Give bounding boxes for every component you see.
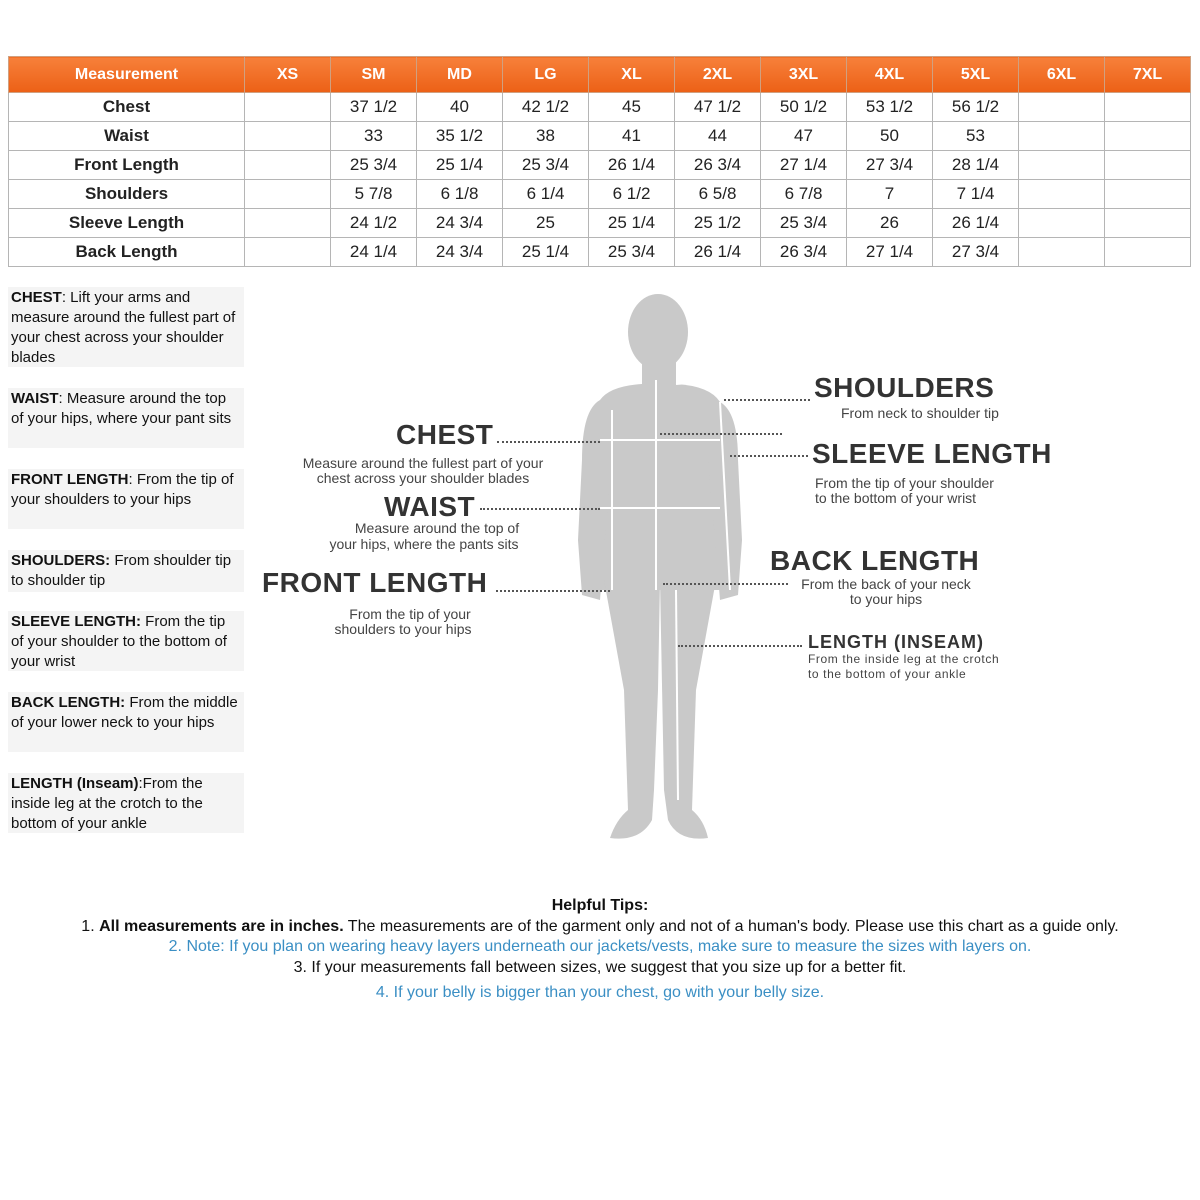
table-cell: 25 1/2 (675, 209, 761, 238)
table-cell (245, 180, 331, 209)
label-sleeve-length: SLEEVE LENGTH (812, 438, 1052, 469)
table-cell: 27 1/4 (761, 151, 847, 180)
table-cell: 26 (847, 209, 933, 238)
row-label: Front Length (9, 151, 245, 180)
header-row (9, 57, 1191, 93)
table-cell: 35 1/2 (417, 122, 503, 151)
table-cell (1105, 238, 1191, 267)
table-cell: 42 1/2 (503, 93, 589, 122)
desc-shoulders: From neck to shoulder tip (841, 405, 999, 421)
label-back-length: BACK LENGTH (770, 545, 980, 576)
desc-inseam-line2: to the bottom of your ankle (808, 667, 967, 681)
table-cell: 47 (761, 122, 847, 151)
desc-front-line2: shoulders to your hips (334, 621, 472, 637)
table-cell: 27 3/4 (933, 238, 1019, 267)
label-shoulders: SHOULDERS (814, 372, 995, 403)
row-label: Waist (9, 122, 245, 151)
tip-1-rest: The measurements are of the garment only and not of a human's body. Please use this chart as a guide only. (343, 918, 1119, 935)
definition-text: From the tip of your shoulder to the bottom of your wrist (11, 613, 227, 670)
table-row (9, 93, 1191, 122)
table-row (9, 209, 1191, 238)
definition-text: : Measure around the top of your hips, where your pant sits (11, 390, 232, 427)
size-chart-table (8, 56, 1191, 267)
table-cell: 24 1/2 (331, 209, 417, 238)
table-cell: 25 (503, 209, 589, 238)
label-waist: WAIST (384, 491, 476, 522)
header-size-3xl: 3XL (761, 57, 847, 93)
desc-waist-line1: Measure around the top of (354, 520, 520, 536)
definition-shoulders (8, 550, 244, 592)
table-cell: 7 (847, 180, 933, 209)
header-size-2xl: 2XL (675, 57, 761, 93)
table-cell (245, 151, 331, 180)
table-cell: 6 7/8 (761, 180, 847, 209)
leader-chest-right (660, 433, 782, 435)
table-cell: 27 1/4 (847, 238, 933, 267)
table-cell: 26 3/4 (761, 238, 847, 267)
header-size-md: MD (417, 57, 503, 93)
table-cell: 25 3/4 (589, 238, 675, 267)
table-cell: 26 1/4 (675, 238, 761, 267)
table-row (9, 180, 1191, 209)
table-cell: 40 (417, 93, 503, 122)
table-cell: 5 7/8 (331, 180, 417, 209)
leader-back-length (663, 583, 788, 585)
table-header (9, 57, 1191, 93)
definition-chest (8, 287, 244, 367)
desc-back-line1: From the back of your neck (801, 576, 971, 592)
table-cell: 6 5/8 (675, 180, 761, 209)
table-cell: 26 3/4 (675, 151, 761, 180)
tip-3: 3. If your measurements fall between sizes, we suggest that you size up for a better fit. (293, 959, 907, 976)
table-cell: 37 1/2 (331, 93, 417, 122)
tips-heading: Helpful Tips: (551, 897, 649, 914)
leader-inseam (678, 645, 802, 647)
table-body (9, 93, 1191, 267)
header-size-lg: LG (503, 57, 589, 93)
definition-term: CHEST (11, 289, 62, 306)
table-cell: 25 1/4 (503, 238, 589, 267)
body-silhouette (560, 290, 760, 850)
definition-text: From shoulder tip to shoulder tip (11, 552, 232, 589)
table-cell: 6 1/2 (589, 180, 675, 209)
table-cell: 6 1/4 (503, 180, 589, 209)
definition-back-length (8, 692, 244, 752)
table-cell (1019, 209, 1105, 238)
desc-sleeve-line2: to the bottom of your wrist (815, 490, 977, 506)
header-size-sm: SM (331, 57, 417, 93)
table-cell (1105, 209, 1191, 238)
table-cell: 26 1/4 (933, 209, 1019, 238)
table-cell (1019, 151, 1105, 180)
label-chest: CHEST (396, 419, 494, 450)
table-cell: 56 1/2 (933, 93, 1019, 122)
table-cell (1019, 180, 1105, 209)
table-cell (245, 238, 331, 267)
definition-front-length (8, 469, 244, 529)
table-cell: 28 1/4 (933, 151, 1019, 180)
table-cell: 25 1/4 (589, 209, 675, 238)
table-cell: 38 (503, 122, 589, 151)
table-cell: 27 3/4 (847, 151, 933, 180)
tip-2: 2. Note: If you plan on wearing heavy layers underneath our jackets/vests, make sure to measure the sizes with layers on. (168, 938, 1032, 955)
table-cell (1105, 151, 1191, 180)
header-size-5xl: 5XL (933, 57, 1019, 93)
desc-chest-line1: Measure around the fullest part of your (302, 455, 544, 471)
definition-term: BACK LENGTH: (11, 694, 126, 711)
header-size-xl: XL (589, 57, 675, 93)
table-row (9, 151, 1191, 180)
leader-front-length (496, 590, 610, 592)
header-measurement: Measurement (9, 57, 245, 93)
row-label: Shoulders (9, 180, 245, 209)
tip-4: 4. If your belly is bigger than your chest, go with your belly size. (375, 984, 825, 1001)
table-cell (245, 93, 331, 122)
definition-waist (8, 388, 244, 448)
leader-waist (480, 508, 600, 510)
definition-term: FRONT LENGTH (11, 471, 129, 488)
definition-term: SHOULDERS: (11, 552, 111, 569)
table-cell (245, 122, 331, 151)
label-front-length: FRONT LENGTH (262, 567, 488, 598)
table-cell: 24 3/4 (417, 238, 503, 267)
tip-1-prefix: 1. (81, 918, 100, 935)
table-cell: 50 (847, 122, 933, 151)
desc-sleeve-line1: From the tip of your shoulder (815, 475, 994, 491)
definition-text: : Lift your arms and measure around the fullest part of your chest across your shoulder blades (11, 289, 236, 366)
definition-text: :From the inside leg at the crotch to the bottom of your ankle (11, 775, 203, 832)
leader-chest (497, 441, 600, 443)
table-row (9, 238, 1191, 267)
row-label: Back Length (9, 238, 245, 267)
table-cell: 7 1/4 (933, 180, 1019, 209)
table-cell: 33 (331, 122, 417, 151)
table-cell: 25 3/4 (331, 151, 417, 180)
definition-term: SLEEVE LENGTH: (11, 613, 142, 630)
desc-back-line2: to your hips (849, 591, 923, 607)
silhouette-shape (578, 294, 742, 839)
tip-1 (0, 918, 1200, 936)
definition-term: LENGTH (Inseam) (11, 775, 139, 792)
table-cell (1019, 93, 1105, 122)
table-row (9, 122, 1191, 151)
table-cell (1105, 122, 1191, 151)
table-cell: 24 3/4 (417, 209, 503, 238)
table-cell: 25 1/4 (417, 151, 503, 180)
leader-sleeve (730, 455, 808, 457)
leader-shoulders (724, 399, 810, 401)
table-cell (1019, 238, 1105, 267)
definition-sleeve-length (8, 611, 244, 671)
table-cell: 25 3/4 (503, 151, 589, 180)
header-size-4xl: 4XL (847, 57, 933, 93)
table-cell (1019, 122, 1105, 151)
table-cell: 53 (933, 122, 1019, 151)
table-cell: 53 1/2 (847, 93, 933, 122)
table-cell: 24 1/4 (331, 238, 417, 267)
table-cell: 45 (589, 93, 675, 122)
row-label: Sleeve Length (9, 209, 245, 238)
header-size-xs: XS (245, 57, 331, 93)
header-size-6xl: 6XL (1019, 57, 1105, 93)
label-inseam: LENGTH (INSEAM) (808, 632, 984, 652)
desc-chest-line2: chest across your shoulder blades (316, 470, 530, 486)
table-cell (1105, 93, 1191, 122)
table-cell: 6 1/8 (417, 180, 503, 209)
desc-inseam-line1: From the inside leg at the crotch (808, 652, 1000, 666)
table-cell: 25 3/4 (761, 209, 847, 238)
definition-inseam (8, 773, 244, 833)
table-cell: 44 (675, 122, 761, 151)
table-cell: 47 1/2 (675, 93, 761, 122)
table-cell: 26 1/4 (589, 151, 675, 180)
tip-1-bold: All measurements are in inches. (99, 918, 344, 935)
row-label: Chest (9, 93, 245, 122)
desc-front-line1: From the tip of your (349, 606, 471, 622)
definition-text: : From the tip of your shoulders to your hips (11, 471, 234, 508)
table-cell: 41 (589, 122, 675, 151)
definition-text: From the middle of your lower neck to your hips (11, 694, 238, 731)
table-cell (245, 209, 331, 238)
table-cell (1105, 180, 1191, 209)
desc-waist-line2: your hips, where the pants sits (329, 536, 519, 552)
header-size-7xl: 7XL (1105, 57, 1191, 93)
definition-term: WAIST (11, 390, 59, 407)
table-cell: 50 1/2 (761, 93, 847, 122)
